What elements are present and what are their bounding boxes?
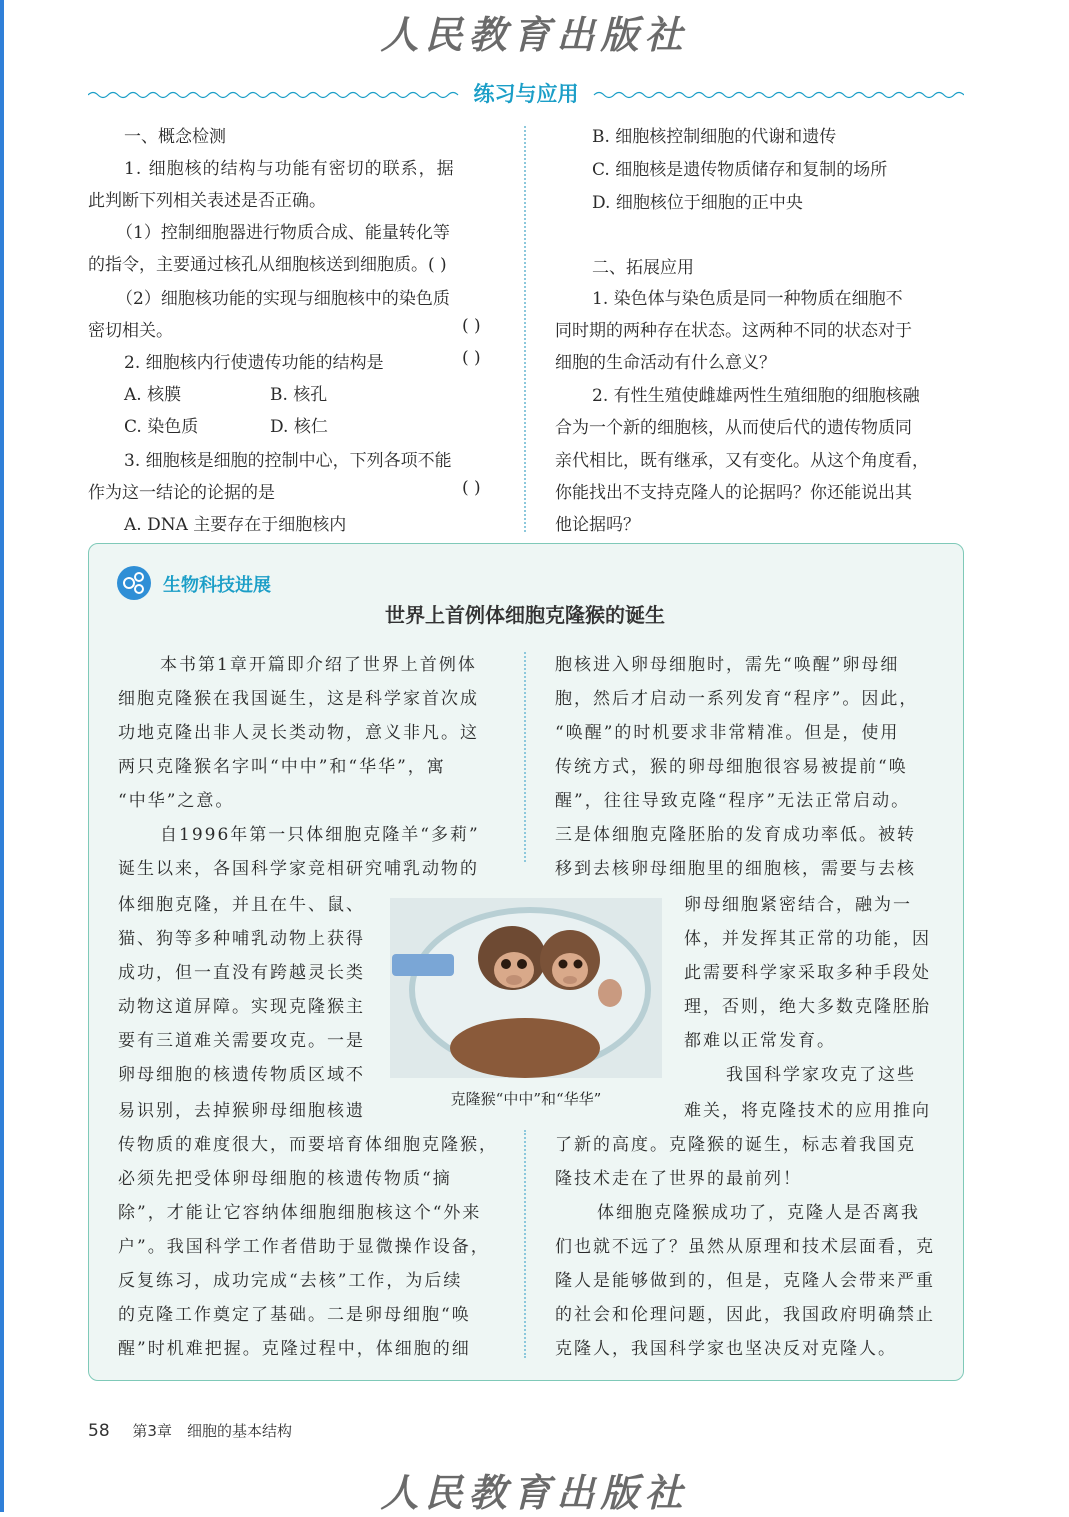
q2-option-d: D. 核仁: [270, 417, 328, 437]
article-right-line: 克隆人，我国科学家也坚决反对克隆人。: [555, 1339, 897, 1359]
article-right-line: 隆技术走在了世界的最前列！: [555, 1169, 802, 1189]
q1-1-line2: 的指令，主要通过核孔从细胞核送到细胞质。( ): [88, 255, 447, 275]
q3-option-d: D. 细胞核位于细胞的正中央: [592, 193, 803, 213]
article-left-line: 猫、狗等多种哺乳动物上获得: [118, 929, 365, 949]
article-left-line: 传物质的难度很大，而要培育体细胞克隆猴，: [118, 1135, 498, 1155]
ext-q1-line3: 细胞的生命活动有什么意义？: [555, 353, 776, 373]
article-right-line: 卵母细胞紧密结合，融为一: [684, 895, 912, 915]
article-left-line: 细胞克隆猴在我国诞生，这是科学家首次成: [118, 689, 479, 709]
article-left-line: 动物这道屏障。实现克隆猴主: [118, 997, 365, 1017]
ext-q1-line1: 1. 染色体与染色质是同一种物质在细胞不: [592, 289, 903, 309]
q3-line1: 3. 细胞核是细胞的控制中心，下列各项不能: [124, 451, 452, 471]
article-right-line: 体，并发挥其正常的功能，因: [684, 929, 931, 949]
article-left-line: “中华”之意。: [118, 791, 235, 811]
article-left-line: 体细胞克隆，并且在牛、鼠、: [118, 895, 365, 915]
article-left-line: 本书第1章开篇即介绍了世界上首例体: [160, 655, 477, 675]
ext-q2-line2: 合为一个新的细胞核，从而使后代的遗传物质同: [555, 418, 912, 438]
page-footer: [88, 1420, 292, 1441]
box-title: 世界上首例体细胞克隆猴的诞生: [385, 603, 665, 627]
heading-concept-check: 一、概念检测: [124, 127, 226, 147]
heading-extension: 二、拓展应用: [592, 258, 694, 278]
article-right-line: 传统方式，猴的卵母细胞很容易被提前“唤: [555, 757, 908, 777]
page-edge-bar: [0, 0, 4, 1512]
article-right-line: 三是体细胞克隆胚胎的发育成功率低。被转: [555, 825, 916, 845]
ext-q2-line5: 他论据吗？: [555, 515, 640, 535]
q1-line2: 此判断下列相关表述是否正确。: [88, 191, 326, 211]
article-left-line: 除”，才能让它容纳体细胞细胞核这个“外来: [118, 1203, 482, 1223]
article-right-line: 的社会和伦理问题，因此，我国政府明确禁止: [555, 1305, 935, 1325]
q3-line2: 作为这一结论的论据的是: [88, 483, 275, 503]
q1-2-line2: 密切相关。: [88, 321, 173, 341]
article-left-line: 醒”时机难把握。克隆过程中，体细胞的细: [118, 1339, 471, 1359]
article-left-line: 户”。我国科学工作者借助于显微操作设备，: [118, 1237, 490, 1257]
column-divider: [524, 126, 526, 532]
molecule-icon: [117, 566, 151, 600]
article-right-line: 都难以正常发育。: [684, 1031, 836, 1051]
answer-paren-q3[interactable]: ( ): [462, 478, 481, 498]
article-left-line: 的克隆工作奠定了基础。二是卵母细胞“唤: [118, 1305, 471, 1325]
article-right-line: 胞核进入卵母细胞时，需先“唤醒”卵母细: [555, 655, 900, 675]
article-right-line: 理，否则，绝大多数克隆胚胎: [684, 997, 931, 1017]
photo-caption: 克隆猴“中中”和“华华”: [450, 1090, 602, 1108]
article-divider-bottom: [524, 1130, 526, 1358]
q3-option-b: B. 细胞核控制细胞的代谢和遗传: [592, 127, 837, 147]
chapter-label: 第3章 细胞的基本结构: [132, 1422, 292, 1440]
box-label: 生物科技进展: [163, 575, 271, 596]
ext-q2-line3: 亲代相比，既有继承，又有变化。从这个角度看，: [555, 451, 929, 471]
article-right-line: 隆人是能够做到的，但是，克隆人会带来严重: [555, 1271, 935, 1291]
q3-option-a: A. DNA 主要存在于细胞核内: [124, 515, 347, 535]
article-divider-top: [524, 652, 526, 862]
publisher-logo-bottom: 人民教育出版社: [380, 1470, 689, 1515]
q3-option-c: C. 细胞核是遗传物质储存和复制的场所: [592, 160, 888, 180]
q1-1-line1: （1）控制细胞器进行物质合成、能量转化等: [116, 223, 450, 243]
section-title: 练习与应用: [473, 82, 579, 106]
article-right-line: 难关，将克隆技术的应用推向: [684, 1101, 931, 1121]
article-right-line: 体细胞克隆猴成功了，克隆人是否离我: [597, 1203, 920, 1223]
answer-paren-q1-2[interactable]: ( ): [462, 316, 481, 336]
q2-option-b: B. 核孔: [270, 385, 328, 405]
article-right-line: 了新的高度。克隆猴的诞生，标志着我国克: [555, 1135, 916, 1155]
publisher-logo-top: 人民教育出版社: [380, 12, 689, 57]
article-left-line: 成功，但一直没有跨越灵长类: [118, 963, 365, 983]
ext-q2-line4: 你能找出不支持克隆人的论据吗？你还能说出其: [555, 483, 912, 503]
ext-q1-line2: 同时期的两种存在状态。这两种不同的状态对于: [555, 321, 912, 341]
article-right-line: 们也就不远了？虽然从原理和技术层面看，克: [555, 1237, 935, 1257]
ext-q2-line1: 2. 有性生殖使雌雄两性生殖细胞的细胞核融: [592, 386, 920, 406]
article-left-line: 诞生以来，各国科学家竞相研究哺乳动物的: [118, 859, 479, 879]
q1-line1: 1. 细胞核的结构与功能有密切的联系，据: [124, 159, 455, 179]
article-right-line: “唤醒”的时机要求非常精准。但是，使用: [555, 723, 900, 743]
page-number: 58: [88, 1421, 110, 1441]
cloned-monkeys-photo: [390, 898, 662, 1078]
q2-option-a: A. 核膜: [124, 385, 182, 405]
article-right-line: 胞，然后才启动一系列发育“程序”。因此，: [555, 689, 919, 709]
q2-option-c: C. 染色质: [124, 417, 199, 437]
article-left-line: 卵母细胞的核遗传物质区域不: [118, 1065, 365, 1085]
article-left-line: 两只克隆猴名字叫“中中”和“华华”，寓: [118, 757, 446, 777]
article-left-line: 功地克隆出非人灵长类动物，意义非凡。这: [118, 723, 479, 743]
article-right-line: 此需要科学家采取多种手段处: [684, 963, 931, 983]
q2-stem: 2. 细胞核内行使遗传功能的结构是: [124, 353, 384, 373]
article-right-line: 醒”，往往导致克隆“程序”无法正常启动。: [555, 791, 911, 811]
article-right-line: 移到去核卵母细胞里的细胞核，需要与去核: [555, 859, 916, 879]
article-left-line: 要有三道难关需要攻克。一是: [118, 1031, 365, 1051]
article-left-line: 易识别，去掉猴卵母细胞核遗: [118, 1101, 365, 1121]
section-header: [88, 78, 964, 112]
answer-paren-q2[interactable]: ( ): [462, 348, 481, 368]
article-left-line: 自1996年第一只体细胞克隆羊“多莉”: [160, 825, 480, 845]
article-left-line: 反复练习，成功完成“去核”工作，为后续: [118, 1271, 463, 1291]
article-right-line: 我国科学家攻克了这些: [726, 1065, 916, 1085]
article-left-line: 必须先把受体卵母细胞的核遗传物质“摘: [118, 1169, 452, 1189]
q1-2-line1: （2）细胞核功能的实现与细胞核中的染色质: [116, 289, 450, 309]
